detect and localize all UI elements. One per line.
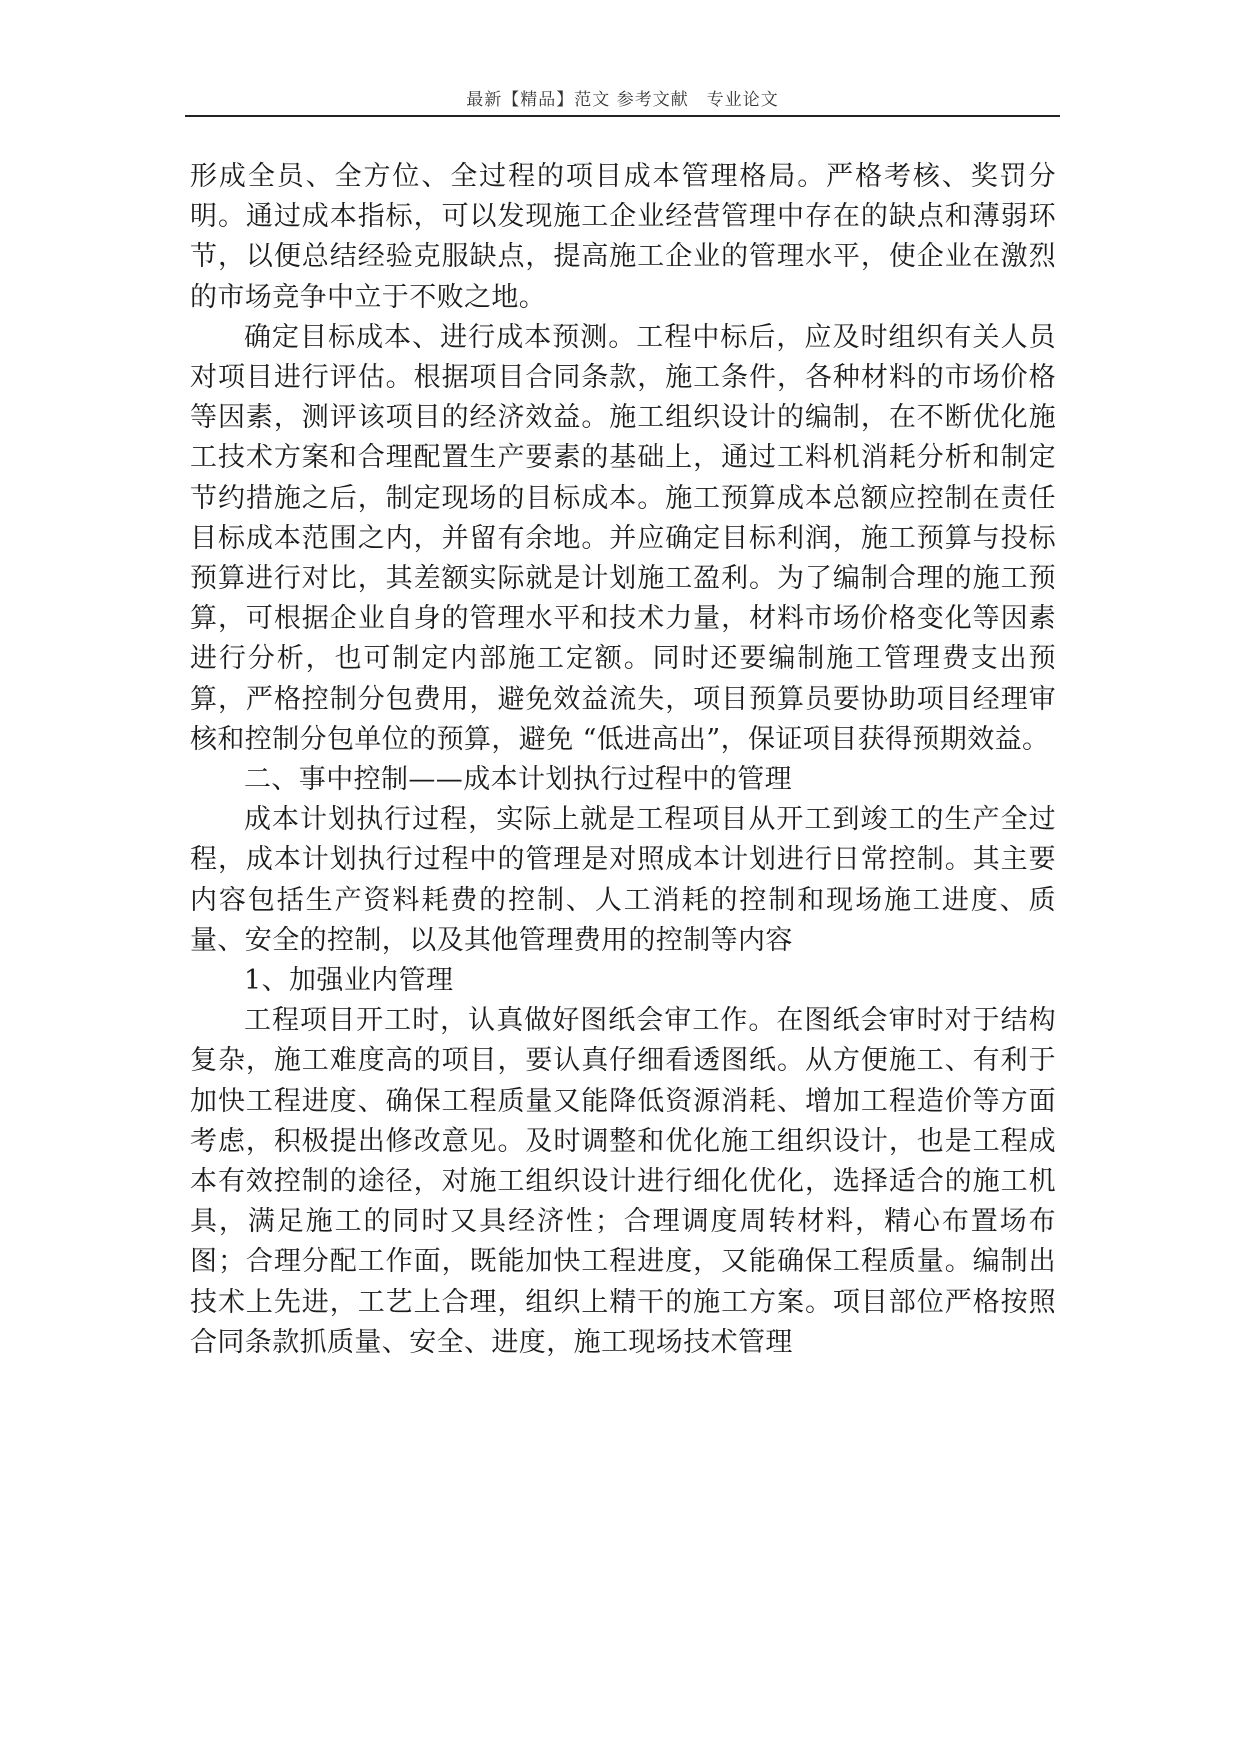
body-text	[190, 157, 1056, 1363]
section-heading: 二、事中控制——成本计划执行过程中的管理	[244, 764, 792, 796]
running-header: 最新【精品】范文 参考文献 专业论文	[466, 90, 779, 110]
paragraph-4: 工程项目开工时，认真做好图纸会审工作。在图纸会审时对于结构复杂，施工难度高的项目，要认真仔细看透图纸。从方便施工、有利于加快工程进度、确保工程质量又能降低资源消耗、增加工程造价等方面考虑，积极提出修改意见。及时调整和优化施工组织设计，也是工程成本有效控制的途径，对施工组织设计进行细化优化，选择适合的施工机具，满足施工的同时又具经济性；合理调度周转材料，精心布置场布图；合理分配工作面，既能加快工程进度，又能确保工程质量。编制出技术上先进，工艺上合理，组织上精干的施工方案。项目部位严格按照合同条款抓质量、安全、进度，施工现场技术管理	[190, 1005, 1056, 1358]
paragraph-3: 成本计划执行过程，实际上就是工程项目从开工到竣工的生产全过程，成本计划执行过程中的管理是对照成本计划进行日常控制。其主要内容包括生产资料耗费的控制、人工消耗的控制和现场施工进度、质量、安全的控制，以及其他管理费用的控制等内容	[190, 804, 1056, 956]
paragraph-1: 形成全员、全方位、全过程的项目成本管理格局。严格考核、奖罚分明。通过成本指标，可以发现施工企业经营管理中存在的缺点和薄弱环节，以便总结经验克服缺点，提高施工企业的管理水平，使企业在激烈的市场竞争中立于不败之地。	[190, 161, 1056, 313]
paragraph-2: 确定目标成本、进行成本预测。工程中标后，应及时组织有关人员对项目进行评估。根据项目合同条款，施工条件，各种材料的市场价格等因素，测评该项目的经济效益。施工组织设计的编制，在不断优化施工技术方案和合理配置生产要素的基础上，通过工料机消耗分析和制定节约措施之后，制定现场的目标成本。施工预算成本总额应控制在责任目标成本范围之内，并留有余地。并应确定目标利润，施工预算与投标预算进行对比，其差额实际就是计划施工盈利。为了编制合理的施工预算，可根据企业自身的管理水平和技术力量，材料市场价格变化等因素进行分析，也可制定内部施工定额。同时还要编制施工管理费支出预算，严格控制分包费用，避免效益流失，项目预算员要协助项目经理审核和控制分包单位的预算，避免 “低进高出”，保证项目获得预期效益。	[190, 321, 1056, 755]
subsection-heading: 1、加强业内管理	[244, 965, 454, 997]
header-rule	[185, 115, 1060, 117]
